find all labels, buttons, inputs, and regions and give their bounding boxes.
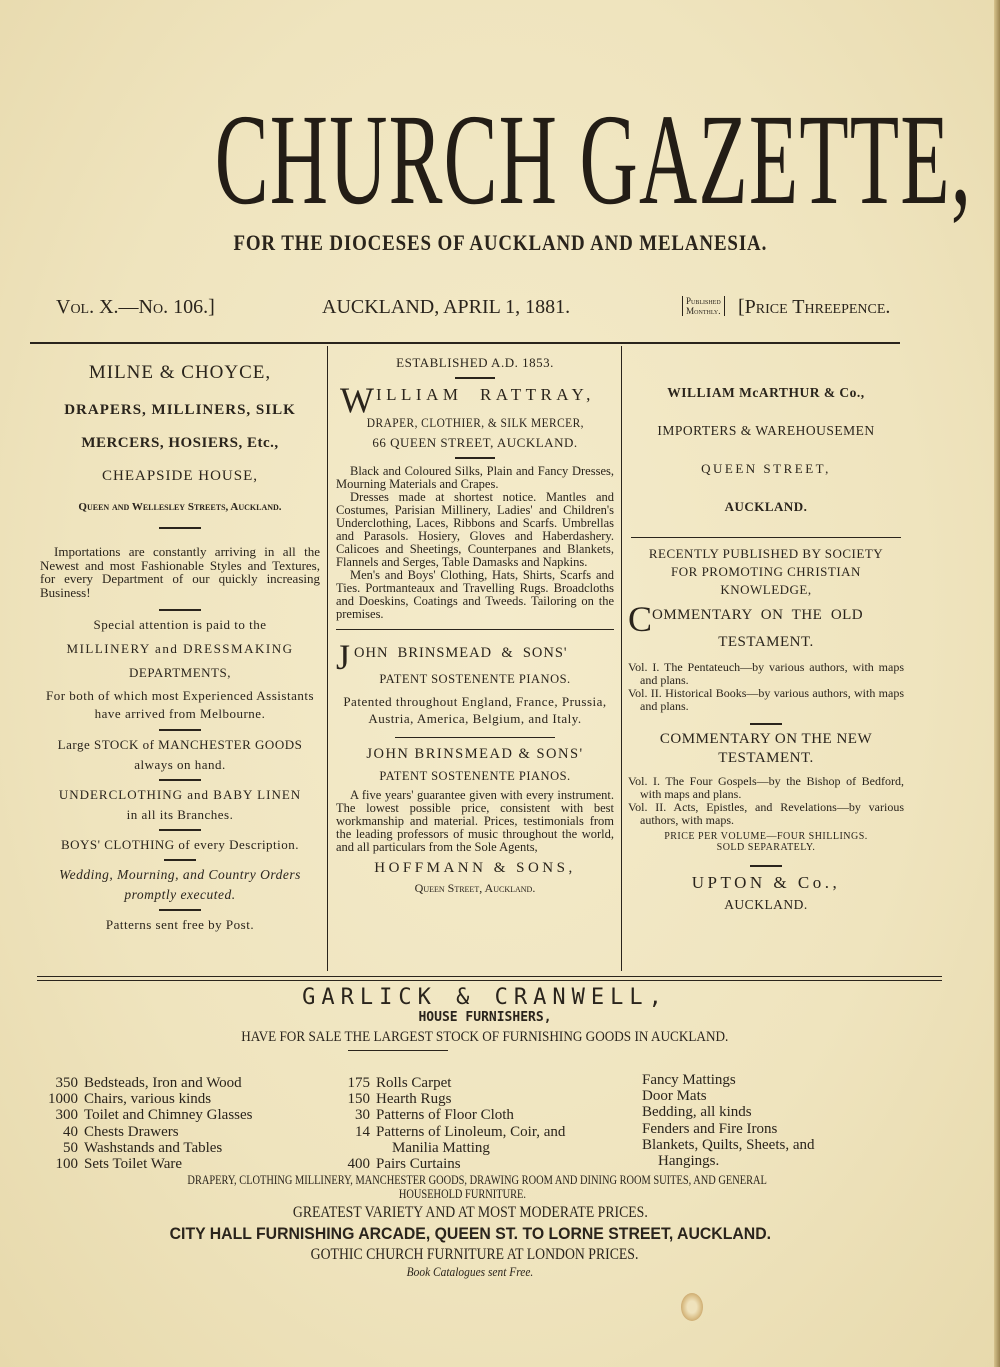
trade-line-2: MERCERS, HOSIERS, Etc., xyxy=(81,435,279,451)
ot-volume-2: Vol. II. Historical Books—by various authors, with maps and plans. xyxy=(628,686,904,713)
list-item xyxy=(336,1107,636,1123)
street: QUEEN STREET, xyxy=(701,461,831,476)
advert-mcarthur-upton xyxy=(628,385,904,913)
list-item: Fancy Mattings xyxy=(642,1072,736,1088)
advert-garlick-cranwell xyxy=(0,985,1000,1051)
agent-address: Queen Street, Auckland. xyxy=(414,881,536,895)
section-rule xyxy=(336,629,614,630)
divider xyxy=(159,729,201,731)
divider xyxy=(159,527,201,529)
importations-text: Importations are constantly arriving in all the Newest and most Fashionable Styles and Textures, for every Department of our quickly increasing Business! xyxy=(40,544,320,600)
quantity: 175 xyxy=(347,1075,370,1091)
drapery-line-1: DRAPERY, CLOTHING MILLINERY, MANCHESTER GOODS, DRAWING ROOM AND DINING ROOM SUITES, AND GENERAL xyxy=(187,1172,768,1187)
arcade-line: CITY HALL FURNISHING ARCADE, QUEEN ST. TO LORNE STREET, AUCKLAND. xyxy=(169,1224,771,1243)
price-line-2: SOLD SEPARATELY. xyxy=(716,842,816,853)
list-item xyxy=(336,1140,636,1156)
drop-cap: W xyxy=(340,380,374,420)
issue-date: AUCKLAND, APRIL 1, 1881. xyxy=(322,296,571,318)
paper-stain xyxy=(681,1293,703,1321)
publisher-city: AUCKLAND. xyxy=(724,897,808,912)
item: Bedsteads, Iron and Wood xyxy=(84,1075,242,1091)
recently-published-1: RECENTLY PUBLISHED BY SOCIETY xyxy=(648,546,884,561)
list-item xyxy=(336,1075,636,1091)
gothic-line: GOTHIC CHURCH FURNITURE AT LONDON PRICES. xyxy=(311,1246,639,1263)
dateline xyxy=(50,296,950,326)
advert-milne-choyce xyxy=(40,362,320,933)
divider xyxy=(159,609,201,611)
list-item: Blankets, Quilts, Sheets, and xyxy=(642,1136,815,1153)
new-testament-line-1: COMMENTARY ON THE NEW xyxy=(659,731,873,747)
old-testament-line-2: TESTAMENT. xyxy=(718,634,814,650)
old-testament-title xyxy=(628,599,904,639)
quantity: 14 xyxy=(355,1123,370,1140)
publisher-name: UPTON & Co., xyxy=(691,873,841,892)
divider xyxy=(348,1050,448,1051)
divider xyxy=(159,909,201,911)
item: Chairs, various kinds xyxy=(84,1091,212,1108)
item: Toilet and Chimney Glasses xyxy=(84,1107,253,1124)
divider xyxy=(455,457,495,459)
list-item xyxy=(40,1091,340,1107)
column-divider-1 xyxy=(327,346,328,971)
recently-published-2: FOR PROMOTING CHRISTIAN xyxy=(671,564,861,579)
divider xyxy=(750,865,782,867)
list-item xyxy=(336,1124,636,1140)
drop-cap: J xyxy=(336,637,351,677)
price-line-1: PRICE PER VOLUME—FOUR SHILLINGS. xyxy=(664,831,868,842)
firm-name: WILLIAM McARTHUR & Co., xyxy=(667,385,865,400)
established-line: ESTABLISHED A.D. 1853. xyxy=(396,355,554,370)
list-item xyxy=(40,1140,340,1156)
list-item xyxy=(40,1124,340,1140)
firm-name xyxy=(336,380,614,420)
list-item xyxy=(40,1107,340,1123)
special-attention: Special attention is paid to the xyxy=(93,617,267,632)
trade-line: HOUSE FURNISHERS, xyxy=(418,1010,552,1025)
millinery-line: MILLINERY and DRESSMAKING xyxy=(66,641,294,656)
publication-frequency xyxy=(682,296,725,316)
quantity: 40 xyxy=(63,1123,78,1140)
firm-name-rest: ILLIAM RATTRAY, xyxy=(375,385,595,404)
list-item: Bedding, all kinds xyxy=(642,1104,752,1121)
brinsmead-title-rest: OHN BRINSMEAD & SONS' xyxy=(354,645,568,661)
trade-line-1: DRAPERS, MILLINERS, SILK xyxy=(64,402,296,418)
address: 66 QUEEN STREET, AUCKLAND. xyxy=(372,435,578,450)
stock-list-1 xyxy=(40,1075,340,1172)
old-testament-title-rest: OMMENTARY ON THE OLD xyxy=(652,607,864,623)
quantity: 30 xyxy=(355,1107,370,1124)
quantity: 150 xyxy=(347,1091,370,1108)
city: AUCKLAND. xyxy=(724,499,808,514)
headline: HAVE FOR SALE THE LARGEST STOCK OF FURNISHING GOODS IN AUCKLAND. xyxy=(241,1029,729,1045)
list-item xyxy=(40,1156,340,1172)
stock-list-3 xyxy=(642,1072,922,1169)
item: Hearth Rugs xyxy=(376,1091,452,1108)
advert-william-rattray xyxy=(336,355,614,896)
stock-line-1: Large STOCK of MANCHESTER GOODS xyxy=(57,737,303,752)
quantity: 300 xyxy=(55,1107,78,1124)
garlick-footer xyxy=(0,1172,1000,1280)
list-item: Hangings. xyxy=(658,1153,720,1170)
item: Patterns of Linoleum, Coir, and xyxy=(376,1123,566,1140)
new-testament-line-2: TESTAMENT. xyxy=(718,750,814,766)
quantity: 100 xyxy=(55,1156,78,1173)
address: Queen and Wellesley Streets, Auckland. xyxy=(78,501,282,513)
page-edge xyxy=(994,0,1000,1367)
volume-number: Vol. X.—No. 106.] xyxy=(56,296,215,318)
masthead-subtitle: FOR THE DIOCESES OF AUCKLAND AND MELANESIA. xyxy=(233,230,767,255)
agent-name: HOFFMANN & SONS, xyxy=(374,860,576,876)
list-item xyxy=(40,1075,340,1091)
dateline-rule-bottom xyxy=(30,342,900,344)
wedding-line-2: promptly executed. xyxy=(124,887,236,902)
price: [Price Threepence. xyxy=(738,296,891,318)
catalogues-line: Book Catalogues sent Free. xyxy=(406,1264,534,1279)
quantity: 350 xyxy=(55,1075,78,1091)
divider xyxy=(159,829,201,831)
variety-line: GREATEST VARIETY AND AT MOST MODERATE PRICES. xyxy=(292,1204,648,1221)
item: Patterns of Floor Cloth xyxy=(376,1107,514,1124)
item: Rolls Carpet xyxy=(376,1075,452,1091)
underclothing-line-2: in all its Branches. xyxy=(126,807,234,822)
item: Manilia Matting xyxy=(392,1139,490,1156)
stock-list-2 xyxy=(336,1075,636,1172)
quantity: 50 xyxy=(63,1139,78,1156)
item: Washstands and Tables xyxy=(84,1139,223,1156)
underclothing-line-1: UNDERCLOTHING and BABY LINEN xyxy=(58,787,302,802)
trade-line: IMPORTERS & WAREHOUSEMEN xyxy=(657,423,875,438)
divider xyxy=(164,859,196,861)
brinsmead-title-2: JOHN BRINSMEAD & SONS' xyxy=(366,746,584,762)
quantity: 400 xyxy=(347,1156,370,1173)
divider xyxy=(159,779,201,781)
quantity: 1000 xyxy=(48,1091,78,1108)
house-name: CHEAPSIDE HOUSE, xyxy=(101,468,258,484)
pianos-subtitle-1: PATENT SOSTENENTE PIANOS. xyxy=(379,672,571,686)
column-divider-2 xyxy=(621,346,622,971)
nt-volume-2: Vol. II. Acts, Epistles, and Revelations—by various authors, with maps. xyxy=(628,800,904,827)
wedding-line-1: Wedding, Mourning, and Country Orders xyxy=(59,867,301,882)
item: Sets Toilet Ware xyxy=(84,1156,183,1173)
list-item xyxy=(336,1091,636,1107)
rattray-paragraph-3: Men's and Boys' Clothing, Hats, Shirts, Scarfs and Ties. Portmanteaux and Travelling Rugs. Broadcloths and Doeskins, Coatings and Tweeds. Tailoring on the premises. xyxy=(336,568,614,621)
frequency-line-2: Monthly. xyxy=(686,306,721,316)
boys-clothing: BOYS' CLOTHING of every Description. xyxy=(60,837,300,852)
item: Chests Drawers xyxy=(84,1123,179,1140)
stock-line-2: always on hand. xyxy=(134,757,226,772)
bottom-rule-2 xyxy=(37,980,942,981)
firm-name: GARLICK & CRANWELL, xyxy=(302,985,668,1010)
ot-volume-1: Vol. I. The Pentateuch—by various authors, with maps and plans. xyxy=(628,660,904,687)
divider xyxy=(395,737,555,738)
firm-name: MILNE & CHOYCE, xyxy=(88,362,272,383)
brinsmead-title-1 xyxy=(336,637,614,677)
list-item: Fenders and Fire Irons xyxy=(642,1120,778,1137)
assistants-text: For both of which most Experienced Assistants have arrived from Melbourne. xyxy=(45,688,315,721)
recently-published-3: KNOWLEDGE, xyxy=(720,582,812,597)
divider xyxy=(455,377,495,379)
pianos-guarantee-text: A five years' guarantee given with every instrument. The lowest possible price, consistent with best workmanship and material. Prices, testimonials from the leading professors of music throughout the world, and all particulars from the Sole Agents, xyxy=(336,788,614,854)
nt-volume-1: Vol. I. The Four Gospels—by the Bishop of Bedford, with maps and plans. xyxy=(628,774,904,801)
bottom-rule-1 xyxy=(37,976,942,977)
drop-cap: C xyxy=(628,599,653,639)
list-item: Door Mats xyxy=(642,1088,707,1105)
masthead-title: CHURCH GAZETTE, xyxy=(214,88,973,232)
list-item xyxy=(336,1156,636,1172)
frequency-line-1: Published xyxy=(686,296,721,306)
drapery-line-2: HOUSEHOLD FURNITURE. xyxy=(398,1186,527,1201)
divider xyxy=(750,723,782,725)
pianos-patented-text: Patented throughout England, France, Prussia, Austria, America, Belgium, and Italy. xyxy=(343,694,607,726)
patterns-line: Patterns sent free by Post. xyxy=(105,917,255,932)
trade-line: DRAPER, CLOTHIER, & SILK MERCER, xyxy=(366,415,584,430)
rattray-paragraph-1: Black and Coloured Silks, Plain and Fancy Dresses, Mourning Materials and Crapes. xyxy=(336,464,614,491)
pianos-subtitle-2: PATENT SOSTENENTE PIANOS. xyxy=(379,769,571,783)
rattray-paragraph-2: Dresses made at shortest notice. Mantles and Costumes, Parisian Millinery, Ladies' and Children's Underclothing, Laces, Ribbons and Scarfs. Umbrellas and Parasols. Hosiery, Gloves and Haberdashery. Calicoes and Sheetings, Counterpanes and Blankets, Flannels and Serges, Table Damasks and Napkins. xyxy=(336,490,614,569)
section-rule xyxy=(631,537,901,538)
item: Pairs Curtains xyxy=(376,1156,461,1173)
departments-line: DEPARTMENTS, xyxy=(129,665,231,680)
